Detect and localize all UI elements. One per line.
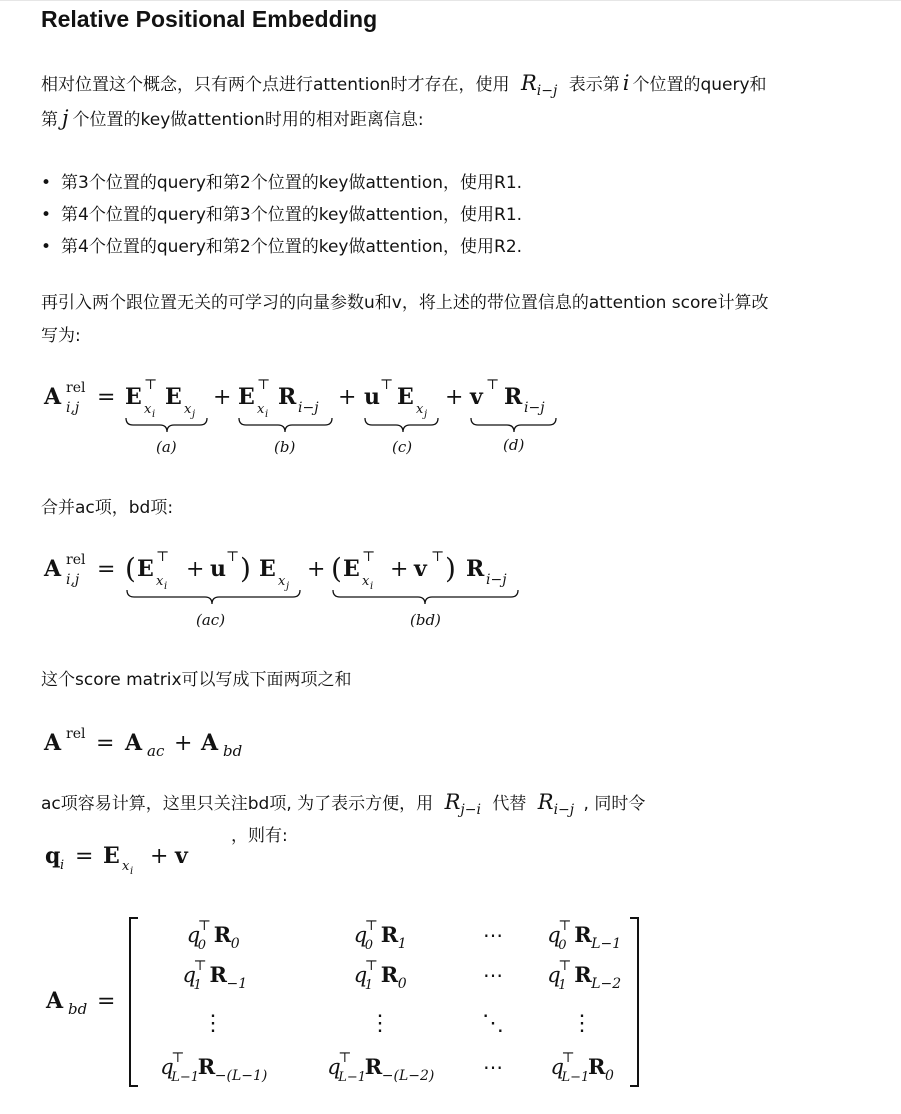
svg-text:⊤: ⊤ — [558, 958, 572, 974]
svg-text:i−j: i−j — [298, 400, 319, 416]
svg-text:v: v — [414, 556, 427, 582]
list-item: • 第4个位置的query和第3个位置的key做attention，使用R1. — [41, 205, 523, 225]
svg-text:q: q — [160, 1055, 174, 1079]
symbol-j: j — [62, 106, 69, 130]
svg-text:v: v — [470, 384, 483, 410]
svg-text:1: 1 — [397, 936, 407, 952]
matrix-cell — [547, 958, 621, 993]
svg-text:1: 1 — [558, 978, 567, 993]
svg-text:+: + — [445, 385, 464, 410]
svg-text:⊤: ⊤ — [561, 1050, 575, 1066]
svg-text:0: 0 — [558, 938, 567, 953]
svg-text:R: R — [574, 922, 592, 947]
svg-text:(: ( — [331, 552, 342, 585]
svg-text:R: R — [504, 384, 523, 410]
matrix-cell — [483, 1055, 503, 1079]
svg-text:): ) — [240, 552, 251, 585]
svg-text:j: j — [286, 581, 290, 592]
svg-text:L−2: L−2 — [591, 976, 622, 992]
svg-text:(b): (b) — [274, 438, 296, 456]
svg-text:0: 0 — [605, 1068, 614, 1084]
list-item: • 第3个位置的query和第2个位置的key做attention，使用R1. — [41, 173, 523, 193]
svg-text:⊤: ⊤ — [156, 549, 170, 565]
svg-text:−(L−1): −(L−1) — [214, 1068, 268, 1084]
svg-text:x: x — [144, 402, 152, 417]
svg-text:(bd): (bd) — [410, 611, 441, 629]
svg-text:q: q — [547, 923, 561, 947]
intro-text-e: 个位置的key做attention时用的相对距离信息: — [72, 110, 424, 130]
svg-text:E: E — [165, 384, 182, 410]
svg-text:bd: bd — [223, 742, 243, 760]
matrix-cell — [354, 958, 407, 993]
svg-text:R: R — [380, 922, 399, 947]
svg-text:E: E — [343, 556, 360, 582]
matrix-vdots: ⋮ — [571, 1011, 593, 1036]
svg-text:⊤: ⊤ — [364, 918, 378, 934]
svg-text:v: v — [175, 843, 188, 869]
svg-text:x: x — [278, 574, 286, 589]
matrix-cell — [483, 923, 503, 947]
svg-text:⊤: ⊤ — [362, 549, 376, 565]
svg-text:R: R — [574, 962, 592, 987]
svg-text:⊤: ⊤ — [364, 958, 378, 974]
svg-text:+: + — [338, 385, 357, 410]
equation-sum — [0, 718, 901, 768]
matrix-cell — [547, 918, 621, 953]
svg-text:(a): (a) — [156, 438, 177, 456]
svg-text:i: i — [265, 409, 269, 420]
svg-text:0: 0 — [364, 938, 374, 953]
svg-text:q: q — [353, 963, 368, 987]
page-title: Relative Positional Embedding — [41, 6, 378, 32]
svg-text:A: A — [44, 730, 62, 756]
svg-text:⋯: ⋯ — [483, 1055, 503, 1079]
para3-line-2: q i = E x i + v ，则有: — [45, 826, 288, 877]
matrix-cell — [354, 918, 407, 953]
svg-text:i,j: i,j — [66, 572, 80, 588]
symbol-r-i-j: $R_{i-j}$ — [520, 71, 558, 100]
svg-text:A: A — [125, 730, 143, 756]
matrix-cell — [483, 963, 503, 987]
svg-text:+: + — [307, 557, 326, 582]
matrix-vdots: ⋮ — [369, 1011, 391, 1036]
svg-text:L−1: L−1 — [171, 1070, 200, 1085]
symbol-i: i — [622, 71, 630, 95]
svg-text:E: E — [137, 556, 154, 582]
svg-text:i−j: i−j — [524, 400, 545, 416]
svg-text:E: E — [397, 384, 414, 410]
symbol-r-i-j-2: $R_{i-j}$ — [537, 790, 575, 819]
svg-text:A: A — [44, 384, 62, 410]
intro-line-2 — [41, 102, 424, 137]
svg-text:rel: rel — [66, 380, 86, 396]
svg-text:q: q — [182, 963, 196, 987]
svg-text:L−1: L−1 — [338, 1070, 367, 1085]
svg-text:q: q — [547, 963, 561, 987]
svg-text:+: + — [186, 557, 205, 582]
matrix-vdots: ⋮ — [202, 1011, 224, 1036]
svg-text:=: = — [97, 989, 116, 1014]
svg-text:x: x — [122, 859, 130, 874]
svg-text:E: E — [125, 384, 142, 410]
svg-text:⊤: ⊤ — [197, 918, 211, 934]
svg-text:R: R — [209, 962, 227, 987]
svg-text:1: 1 — [364, 978, 374, 993]
matrix-ddots: ⋱ — [482, 1011, 504, 1036]
svg-text:u: u — [364, 384, 380, 410]
svg-text:R: R — [588, 1054, 606, 1079]
svg-text:−1: −1 — [226, 976, 248, 992]
svg-text:x: x — [416, 402, 424, 417]
svg-text:i: i — [60, 858, 65, 873]
svg-text:(d): (d) — [503, 436, 525, 454]
svg-text:q: q — [550, 1055, 564, 1079]
svg-text:A: A — [46, 988, 64, 1014]
merge-text: 合并ac项，bd项: — [41, 498, 174, 518]
svg-text:i: i — [152, 409, 156, 420]
svg-text:⊤: ⊤ — [558, 918, 572, 934]
equation-attention-score — [0, 370, 901, 470]
svg-text:−(L−2): −(L−2) — [381, 1068, 435, 1084]
svg-text:i,j: i,j — [66, 400, 80, 416]
svg-text:⊤: ⊤ — [144, 377, 158, 393]
svg-text:q: q — [186, 923, 201, 947]
svg-text:i: i — [130, 866, 134, 877]
equation-merged — [0, 540, 901, 640]
svg-text:⋯: ⋯ — [483, 923, 503, 947]
svg-text:R: R — [213, 922, 232, 947]
score-matrix-text: 这个score matrix可以写成下面两项之和 — [41, 670, 352, 690]
para3-line-1: ac项容易计算，这里只关注bd项, 为了表示方便，用 $R_{j-i}$ 代替 $R_{i-j}$ , 同时令 — [41, 790, 646, 819]
svg-text:u: u — [210, 556, 226, 582]
svg-text:q: q — [45, 843, 61, 869]
svg-text:R: R — [466, 556, 485, 582]
svg-text:R: R — [278, 384, 297, 410]
svg-text:j: j — [192, 409, 196, 420]
svg-text:⊤: ⊤ — [257, 377, 271, 393]
svg-text:i: i — [164, 581, 168, 592]
intro-text-a: 相对位置这个概念，只有两个点进行attention时才存在，使用 — [41, 75, 510, 95]
svg-text:j: j — [424, 409, 428, 420]
svg-text:+: + — [390, 557, 409, 582]
svg-text:0: 0 — [230, 936, 240, 952]
svg-text:+: + — [174, 731, 193, 756]
svg-text:q: q — [353, 923, 368, 947]
svg-text:⊤: ⊤ — [338, 1050, 352, 1066]
svg-text:i: i — [370, 581, 374, 592]
svg-text:=: = — [97, 385, 116, 410]
symbol-r-j-i: $R_{j-i}$ — [444, 790, 481, 819]
svg-text:x: x — [257, 402, 265, 417]
matrix-cell — [160, 1050, 267, 1085]
intro-text-d: 第 — [41, 110, 58, 130]
intro-text-c: 个位置的query和 — [632, 75, 767, 95]
top-divider — [0, 0, 901, 1]
svg-text:L−1: L−1 — [591, 936, 622, 952]
svg-text:R: R — [364, 1054, 383, 1079]
svg-text:=: = — [75, 844, 94, 869]
svg-text:i−j: i−j — [486, 572, 507, 588]
svg-text:rel: rel — [66, 552, 86, 568]
matrix-a-bd — [0, 910, 901, 1100]
svg-text:1: 1 — [193, 978, 202, 993]
svg-text:x: x — [184, 402, 192, 417]
svg-text:L−1: L−1 — [561, 1070, 590, 1085]
svg-text:⊤: ⊤ — [226, 549, 240, 565]
svg-text:⊤: ⊤ — [171, 1050, 185, 1066]
matrix-cell — [551, 1050, 615, 1085]
svg-text:⋯: ⋯ — [483, 963, 503, 987]
svg-text:⊤: ⊤ — [431, 549, 445, 565]
svg-text:⊤: ⊤ — [380, 377, 394, 393]
svg-text:E: E — [103, 843, 120, 869]
svg-text:(: ( — [125, 552, 136, 585]
svg-text:(ac): (ac) — [196, 611, 226, 629]
svg-text:E: E — [259, 556, 276, 582]
intro-text-b: 表示第 — [568, 75, 620, 95]
svg-text:A: A — [44, 556, 62, 582]
svg-text:bd: bd — [68, 1000, 88, 1018]
svg-text:R: R — [380, 962, 399, 987]
svg-text:(c): (c) — [392, 438, 413, 456]
svg-text:⊤: ⊤ — [193, 958, 207, 974]
para2-line-2: 写为: — [41, 326, 81, 346]
svg-text:q: q — [327, 1055, 341, 1079]
svg-text:ac: ac — [147, 742, 165, 760]
svg-text:+: + — [150, 844, 169, 869]
matrix-cell — [187, 918, 240, 953]
para2-line-1: 再引入两个跟位置无关的可学习的向量参数u和v，将上述的带位置信息的attention score计算改 — [41, 293, 769, 313]
svg-text:rel: rel — [66, 726, 86, 742]
svg-text:=: = — [97, 557, 116, 582]
svg-text:R: R — [197, 1054, 216, 1079]
matrix-cell — [183, 958, 248, 993]
svg-text:=: = — [96, 731, 115, 756]
svg-text:A: A — [201, 730, 219, 756]
list-item: • 第4个位置的query和第2个位置的key做attention，使用R2. — [41, 237, 523, 257]
svg-text:x: x — [362, 574, 370, 589]
matrix-cell — [327, 1050, 434, 1085]
svg-text:0: 0 — [397, 976, 407, 992]
svg-text:x: x — [156, 574, 164, 589]
svg-text:+: + — [213, 385, 232, 410]
svg-text:E: E — [238, 384, 255, 410]
svg-text:⊤: ⊤ — [486, 377, 500, 393]
svg-text:0: 0 — [197, 938, 207, 953]
svg-text:): ) — [445, 552, 456, 585]
